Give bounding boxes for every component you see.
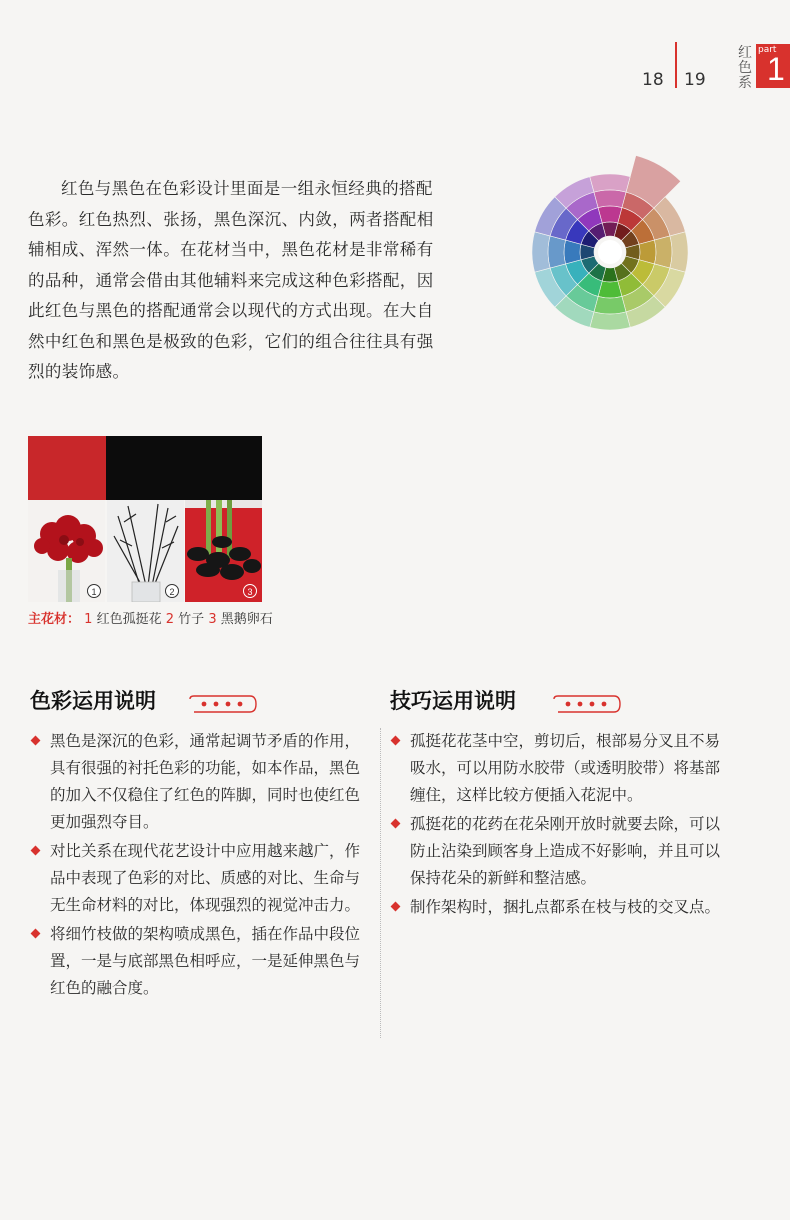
part-word: part bbox=[758, 45, 777, 55]
column-divider bbox=[380, 728, 381, 1038]
color-wheel-segment bbox=[532, 232, 550, 272]
photo-badge-2 bbox=[166, 585, 179, 598]
color-wheel-segment bbox=[594, 190, 626, 208]
technique-heading-decoration bbox=[552, 695, 622, 713]
intro-paragraph: 红色与黑色在色彩设计里面是一组永恒经典的搭配色彩。红色热烈、张扬，黑色深沉、内敛，两者搭配相辅相成、浑然一体。在花材当中，黑色花材是非常稀有的品种，通常会借由其他辅料来完成这种色彩搭配，因此红色与黑色的搭配通常会以现代的方式出现。在大自然中红色和黑色是极致的色彩，它们的组合往往具有强烈的装饰感。 bbox=[28, 179, 434, 381]
part-number: 1 bbox=[767, 51, 785, 87]
bullet-diamond-icon bbox=[31, 929, 41, 939]
list-item: 将细竹枝做的架构喷成黑色，插在作品中段位置，一是与底部黑色相呼应，一是延伸黑色与红色的融合度。 bbox=[30, 921, 370, 1002]
list-item: 孤挺花花茎中空，剪切后，根部易分叉且不易吸水，可以用防水胶带（或透明胶带）将基部缠住，这样比较方便插入花泥中。 bbox=[390, 728, 732, 809]
section-label: 红色系 bbox=[738, 45, 752, 91]
material-number-3: 3 bbox=[208, 612, 217, 627]
color-wheel-segment bbox=[670, 232, 688, 272]
page-number-right: 19 bbox=[684, 70, 706, 90]
bullet-diamond-icon bbox=[391, 902, 401, 912]
page-number-left: 18 bbox=[642, 70, 664, 90]
material-name-3: 黑鹅卵石 bbox=[220, 612, 273, 627]
material-name-1: 红色孤挺花 bbox=[96, 612, 162, 627]
bullet-diamond-icon bbox=[391, 819, 401, 829]
part-tab bbox=[756, 44, 790, 88]
color-wheel-segment bbox=[548, 236, 566, 268]
color-usage-list bbox=[30, 728, 370, 1004]
technique-usage-list bbox=[390, 728, 732, 923]
color-wheel-illustration bbox=[522, 140, 712, 340]
page-number-separator bbox=[675, 42, 677, 88]
color-wheel-segment bbox=[594, 296, 626, 314]
color-wheel-center bbox=[598, 240, 622, 264]
list-item: 制作架构时，捆扎点都系在枝与枝的交叉点。 bbox=[390, 894, 732, 921]
bullet-diamond-icon bbox=[31, 736, 41, 746]
material-name-2: 竹子 bbox=[178, 612, 205, 627]
svg-text:1: 1 bbox=[91, 587, 97, 597]
bullet-diamond-icon bbox=[31, 846, 41, 856]
list-item: 孤挺花的花药在花朵刚开放时就要去除，可以防止沾染到顾客身上造成不好影响，并且可以保持花朵的新鲜和整洁感。 bbox=[390, 811, 732, 892]
bullet-diamond-icon bbox=[391, 736, 401, 746]
color-wheel-segment bbox=[598, 206, 622, 223]
svg-text:2: 2 bbox=[169, 587, 175, 597]
list-item: 黑色是深沉的色彩，通常起调节矛盾的作用，具有很强的衬托色彩的功能，如本作品，黑色的加入不仅稳住了红色的阵脚，同时也使红色更加强烈夺目。 bbox=[30, 728, 370, 836]
color-wheel-segment bbox=[590, 312, 630, 330]
materials-caption bbox=[28, 608, 273, 627]
color-heading-decoration bbox=[188, 695, 258, 713]
material-number-2: 2 bbox=[165, 612, 175, 627]
color-usage-heading: 色彩运用说明 bbox=[30, 689, 156, 713]
color-wheel-segment bbox=[654, 236, 672, 268]
color-wheel-segment bbox=[590, 174, 630, 192]
list-item: 对比关系在现代花艺设计中应用越来越广，作品中表现了色彩的对比、质感的对比、生命与无生命材料的对比，体现强烈的视觉冲击力。 bbox=[30, 838, 370, 919]
svg-text:3: 3 bbox=[247, 587, 253, 597]
materials-label: 主花材： bbox=[28, 612, 81, 627]
flower-photo-panel bbox=[28, 436, 262, 602]
photo-badge-1 bbox=[88, 585, 101, 598]
material-number-1: 1 bbox=[84, 612, 93, 627]
technique-usage-heading: 技巧运用说明 bbox=[390, 689, 516, 713]
